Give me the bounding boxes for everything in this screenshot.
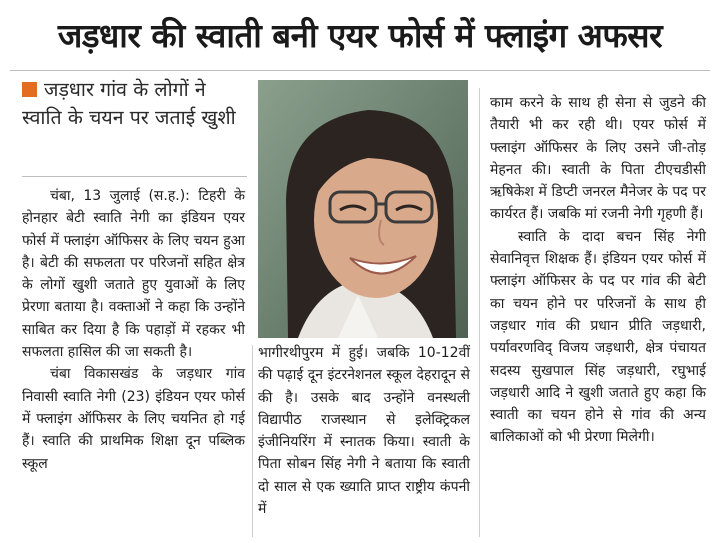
article-paragraph: स्वाति के दादा बचन सिंह नेगी सेवानिवृत्त शिक्षक हैं। इंडियन एयर फोर्स में फ्लाइंग ऑफिसर के पद पर गांव की बेटी का चयन होने पर परिजनों के साथ ही जड़धार गांव की प्रधान प्रीति जड़धारी, पर्यावरणविद् विजय जड़धारी, क्षेत्र पंचायत सदस्य सुखपाल सिंह जड़धारी, रघुभाई जड़धारी आदि ने खुशी जताते हुए कहा कि स्वाती का चयन होने से गांव की अन्य बालिकाओं को भी प्रेरणा मिलेगी।	[490, 228, 706, 446]
article-paragraph: चंबा, 13 जुलाई (स.ह.): टिहरी के होनहार बेटी स्वाति नेगी का इंडियन एयर फोर्स में फ्लाइंग ऑफिसर के लिए चयन हुआ है। बेटी की सफलता पर परिजनों सहित क्षेत्र के लोगों खुशी जताते हुए युवाओं के लिए प्रेरणा बताया है। वक्ताओं ने कहा कि उन्होंने साबित कर दिया है कि पहाड़ों में रहकर भी सफलता हासिल की जा सकती है।	[22, 188, 245, 361]
column-divider	[479, 88, 480, 537]
subheadline-text: जड़धार गांव के लोगों ने स्वाति के चयन पर जताई खुशी	[22, 78, 236, 129]
headline: जड़धार की स्वाती बनी एयर फोर्स में फ्लाइंग अफसर	[57, 15, 663, 55]
article-column-1	[22, 185, 245, 475]
headline-divider	[10, 70, 710, 71]
bullet-square-icon	[22, 82, 37, 97]
article-paragraph: भागीरथीपुरम में हुई। जबकि 10-12वीं की पढ़ाई दून इंटरनेशनल स्कूल देहरादून से की है। उसके बाद उन्होंने वनस्थली विद्यापीठ राजस्थान से इलेक्ट्रिकल इंजीनियरिंग में स्नातक किया। स्वाती के पिता सोबन सिंह नेगी ने बताया कि स्वाती दो साल से एक ख्याति प्राप्त राष्ट्रीय कंपनी में	[258, 345, 470, 518]
subheadline	[22, 76, 247, 132]
article-column-2	[258, 342, 470, 520]
article-paragraph: काम करने के साथ ही सेना से जुडने की तैयारी भी कर रही थी। एयर फोर्स में फ्लाइंग ऑफिसर के लिए उसने जी-तोड़ मेहनत की। स्वाती के पिता टीएचडीसी ऋषिकेश में डिप्टी जनरल मैनेजर के पद पर कार्यरत हैं। जबकि मां रजनी नेगी गृहणी हैं।	[490, 95, 706, 223]
article-paragraph: चंबा विकासखंड के जड़धार गांव निवासी स्वाति नेगी (23) इंडियन एयर फोर्स में फ्लाइंग ऑफिसर के लिए चयनित हो गई हैं। स्वाति की प्राथमिक शिक्षा दून पब्लिक स्कूल	[22, 366, 245, 472]
article-column-3	[490, 92, 706, 449]
subheadline-divider	[22, 176, 247, 177]
portrait-smiling-woman-icon	[258, 80, 468, 338]
column-divider	[252, 345, 253, 537]
portrait-photo	[258, 80, 468, 338]
